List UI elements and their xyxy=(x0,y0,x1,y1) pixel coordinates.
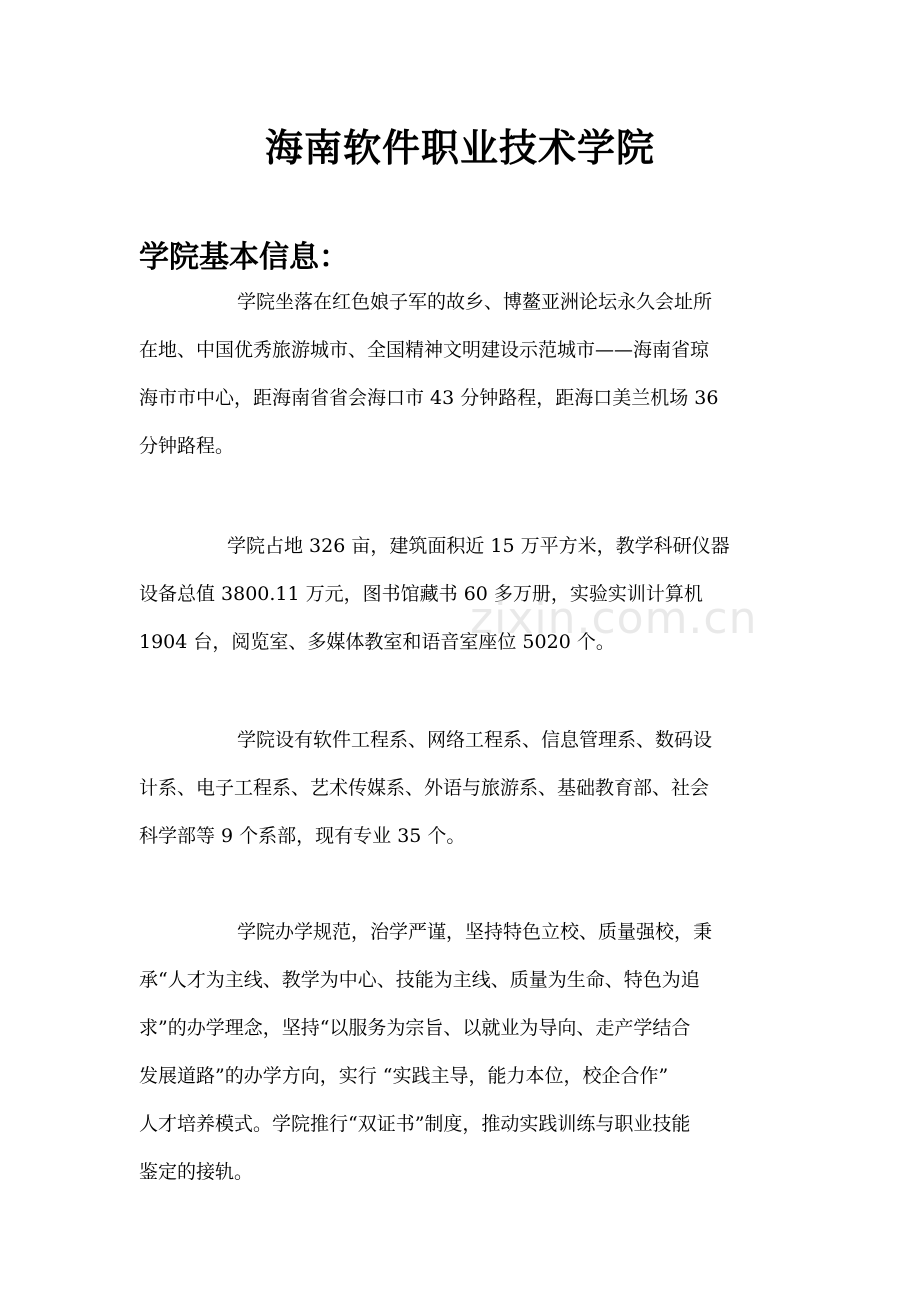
paragraph-line: 分钟路程。 xyxy=(139,435,235,457)
paragraph-line: 鉴定的接轨。 xyxy=(139,1161,254,1183)
paragraph-line: 学院办学规范，治学严谨，坚持特色立校、质量强校，秉 xyxy=(237,921,713,943)
paragraph-campus xyxy=(139,522,789,666)
watermark: zixin.com.cn xyxy=(470,593,758,644)
paragraph-line: 计系、电子工程系、艺术传媒系、外语与旅游系、基础教育部、社会 xyxy=(139,777,710,799)
paragraph-line: 海市市中心，距海南省省会海口市 43 分钟路程，距海口美兰机场 36 xyxy=(139,387,719,409)
paragraph-line: 科学部等 9 个系部，现有专业 35 个。 xyxy=(139,825,466,847)
paragraph-line: 发展道路”的办学方向，实行 “实践主导，能力本位，校企合作” xyxy=(139,1065,669,1087)
paragraph-location xyxy=(139,278,789,470)
paragraph-line: 学院占地 326 亩，建筑面积近 15 万平方米，教学科研仪器 xyxy=(227,535,730,557)
paragraph-line: 在地、中国优秀旅游城市、全国精神文明建设示范城市——海南省琼 xyxy=(139,339,710,361)
paragraph-line: 学院设有软件工程系、网络工程系、信息管理系、数码设 xyxy=(237,729,713,751)
document-title: 海南软件职业技术学院 xyxy=(264,126,655,170)
paragraph-line: 承“人才为主线、教学为中心、技能为主线、质量为生命、特色为追 xyxy=(139,969,700,991)
paragraph-departments xyxy=(139,716,789,860)
paragraph-philosophy xyxy=(139,908,789,1196)
paragraph-line: 人才培养模式。学院推行“双证书”制度，推动实践训练与职业技能 xyxy=(139,1113,691,1135)
paragraph-line: 1904 台，阅览室、多媒体教室和语音室座位 5020 个。 xyxy=(139,631,615,653)
section-heading: 学院基本信息： xyxy=(139,240,349,275)
paragraph-line: 学院坐落在红色娘子军的故乡、博鳌亚洲论坛永久会址所 xyxy=(237,291,713,313)
paragraph-line: 设备总值 3800.11 万元，图书馆藏书 60 多万册，实验实训计算机 xyxy=(139,583,703,605)
paragraph-line: 求”的办学理念，坚持“以服务为宗旨、以就业为导向、走产学结合 xyxy=(139,1017,691,1039)
